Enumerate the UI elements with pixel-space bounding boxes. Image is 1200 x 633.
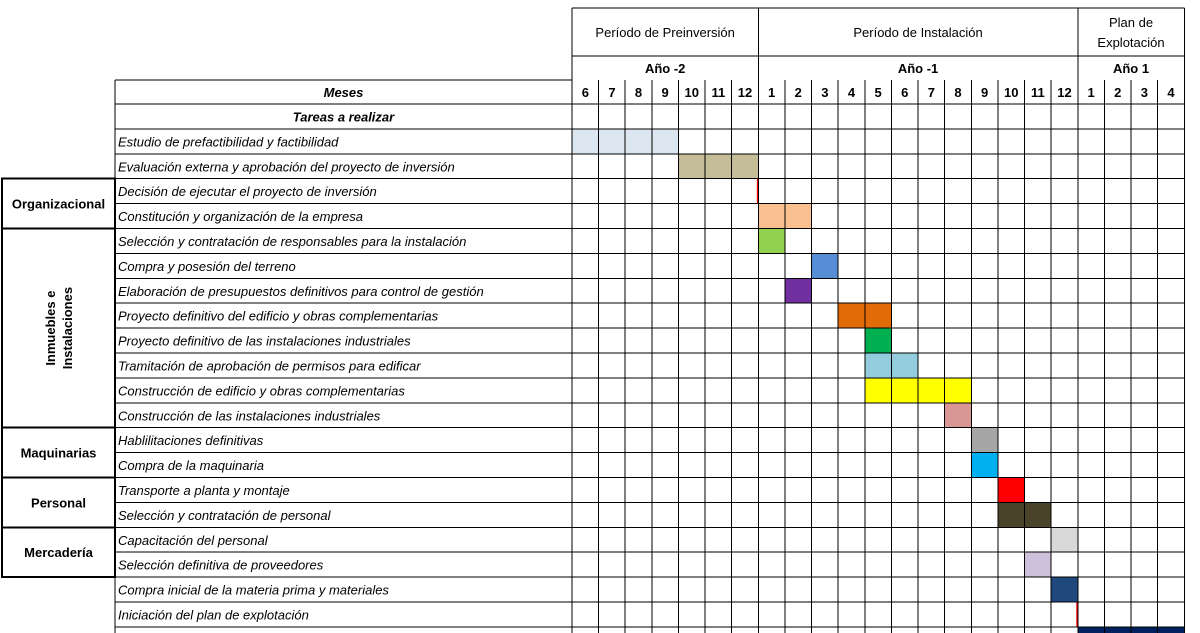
months-row-header: Meses [323,85,364,100]
month-label-1-5: 6 [901,85,909,100]
month-label-1-8: 9 [980,85,989,100]
category-label-2-line-0: Maquinarias [20,445,97,461]
month-label-0-6: 12 [737,85,753,100]
month-label-1-2: 3 [821,85,829,100]
task-label-8: Proyecto definitivo del edificio y obras complementarias [118,308,439,324]
task-bar-9 [865,328,892,353]
period-label-1: Período de Instalación [853,25,983,40]
month-label-1-4: 5 [874,85,882,100]
month-label-1-9: 10 [1003,85,1019,100]
category-label-0-line-0: Organizacional [11,196,106,212]
task-label-15: Transporte a planta y montaje [118,482,290,498]
task-label-4: Constitución y organización de la empresa [118,209,363,225]
task-bar-15 [998,478,1025,503]
period-label-2-line-1: Explotación [1097,35,1165,50]
task-label-6: Compra y posesión del terreno [118,258,296,274]
month-label-0-1: 7 [608,85,616,100]
task-label-20: Iniciación del plan de explotación [118,607,309,623]
month-label-1-3: 4 [847,85,856,100]
year-label-2: Año 1 [1112,61,1150,76]
month-label-0-0: 6 [581,85,589,100]
month-label-0-3: 9 [661,85,669,100]
category-label-1-line-0: Inmuebles e [43,290,58,366]
month-label-0-5: 11 [711,85,726,100]
task-label-12: Construcción de las instalaciones industriales [118,408,381,424]
category-label-3-line-0: Personal [31,495,86,511]
year-label-0: Año -2 [644,61,686,76]
year-label-1: Año -1 [897,61,939,76]
month-label-0-2: 8 [634,85,643,100]
task-label-18: Selección definitiva de proveedores [118,557,324,573]
task-label-11: Construcción de edificio y obras complementarias [118,383,405,399]
period-label-2-line-0: Plan de [1108,15,1154,30]
category-box-1 [2,229,115,428]
task-label-14: Compra de la maquinaria [118,458,264,474]
month-label-2-0: 1 [1087,85,1095,100]
task-bar-18 [1025,552,1052,577]
category-label-1-line-1: Instalaciones [60,286,75,370]
task-label-1: Estudio de prefactibilidad y factibilidad [118,134,339,150]
task-bar-6 [812,253,839,278]
task-label-16: Selección y contratación de personal [118,507,331,523]
task-bar-17 [1051,527,1078,552]
task-label-5: Selección y contratación de responsables para la instalación [118,233,467,249]
task-label-2: Evaluación externa y aprobación del proyecto de inversión [118,159,455,175]
month-label-1-10: 11 [1030,85,1045,100]
month-label-2-3: 4 [1167,85,1175,100]
task-label-10: Tramitación de aprobación de permisos para edificar [118,358,421,374]
month-label-2-2: 3 [1140,85,1148,100]
task-label-3: Decisión de ejecutar el proyecto de inversión [118,184,377,200]
month-label-2-1: 2 [1114,85,1122,100]
task-label-9: Proyecto definitivo de las instalaciones industriales [118,333,411,349]
month-label-1-11: 12 [1057,85,1072,100]
month-label-1-6: 7 [927,85,935,100]
category-label-4-line-0: Mercadería [24,545,93,561]
task-bar-13 [971,428,998,453]
month-label-0-4: 10 [684,85,700,100]
month-label-1-1: 2 [794,85,802,100]
month-label-1-7: 8 [954,85,962,100]
month-label-1-0: 1 [768,85,776,100]
task-label-7: Elaboración de presupuestos definitivos para control de gestión [118,283,484,299]
task-label-19: Compra inicial de la materia prima y materiales [118,582,389,598]
task-bar-5 [758,229,785,254]
task-label-13: Hablilitaciones definitivas [118,433,264,449]
task-bar-7 [785,278,812,303]
task-bar-19 [1051,577,1078,602]
period-label-0: Período de Preinversión [595,25,735,40]
task-bar-2 [678,154,758,179]
task-bar-12 [945,403,972,428]
task-label-17: Capacitación del personal [118,532,268,548]
task-bar-14 [971,453,998,478]
tasks-row-header: Tareas a realizar [292,109,395,125]
